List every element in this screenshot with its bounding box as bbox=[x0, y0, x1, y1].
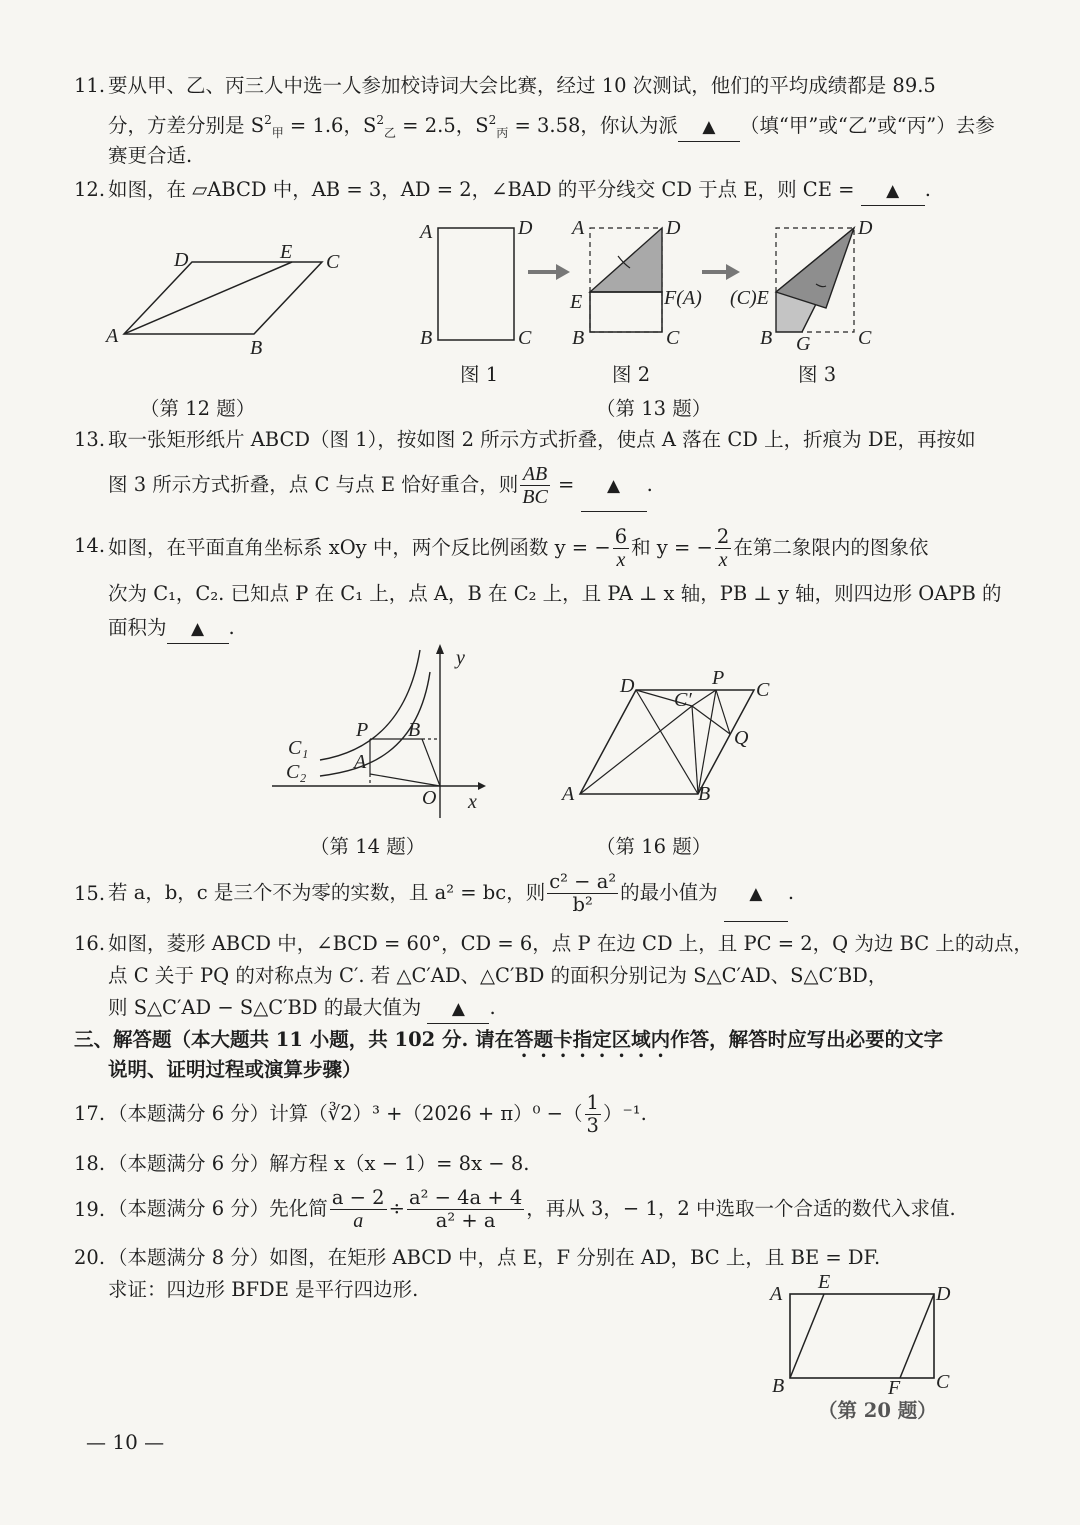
label-d: D bbox=[518, 217, 533, 239]
label-b: B bbox=[408, 719, 421, 741]
q12-answer-blank bbox=[861, 176, 925, 206]
q12-figure bbox=[100, 238, 360, 358]
label-b: B bbox=[572, 327, 585, 349]
blank-triangle-icon: ▲ bbox=[886, 181, 900, 201]
q19-number: 19. bbox=[74, 1198, 106, 1221]
q14-fraction-2 bbox=[715, 526, 731, 571]
q14-caption: （第 14 题） bbox=[310, 835, 426, 858]
y-axis-arrow-icon bbox=[436, 644, 444, 654]
label-a: A bbox=[562, 783, 575, 805]
fraction-denominator: a bbox=[353, 1210, 364, 1232]
label-e: E bbox=[818, 1271, 831, 1293]
q11-text: 分，方差分别是 S bbox=[108, 114, 265, 137]
q13-fig1-caption: 图 1 bbox=[460, 363, 499, 386]
label-q: Q bbox=[734, 727, 749, 749]
q20-caption: （第 20 题） bbox=[818, 1399, 937, 1422]
page-number: — 10 — bbox=[86, 1430, 165, 1454]
label-c: C bbox=[518, 327, 532, 349]
label-a: A bbox=[572, 217, 585, 239]
label-c1: C₁ bbox=[288, 737, 309, 759]
q16-line2: 点 C 关于 PQ 的对称点为 C′. 若 △C′AD、△C′BD 的面积分别记为 S△C′AD、S△C′BD， bbox=[108, 964, 888, 987]
label-g: G bbox=[796, 333, 811, 350]
section3-heading-line2: 说明、证明过程或演算步骤） bbox=[108, 1058, 362, 1081]
q13-figures bbox=[410, 210, 880, 350]
q11-sq: 2 bbox=[488, 113, 497, 127]
q14-text: 在第二象限内的图象依 bbox=[733, 536, 929, 559]
q15-number: 15. bbox=[74, 882, 106, 905]
segment-pq bbox=[716, 690, 730, 734]
parallelogram-abcd bbox=[124, 262, 322, 334]
label-c: C bbox=[326, 251, 340, 273]
q19-text: ，再从 3，− 1，2 中选取一个合适的数代入求值. bbox=[526, 1197, 956, 1220]
q15-answer-blank bbox=[724, 866, 788, 922]
q14-text: 面积为 bbox=[108, 616, 167, 639]
q13-text: 图 3 所示方式折叠，点 C 与点 E 恰好重合，则 bbox=[108, 473, 519, 496]
q19-line bbox=[108, 1182, 956, 1236]
q11-sub-jia: 甲 bbox=[271, 126, 284, 140]
fraction-denominator: 3 bbox=[586, 1114, 599, 1137]
segment-bo bbox=[422, 739, 440, 786]
label-c-prime: C′ bbox=[674, 689, 692, 711]
q15-text: 的最小值为 bbox=[620, 881, 718, 904]
fraction-numerator: a² − 4a + 4 bbox=[408, 1186, 523, 1209]
q13-answer-blank bbox=[581, 460, 647, 512]
q18-number: 18. bbox=[74, 1152, 106, 1175]
fig3-dark-triangle bbox=[776, 228, 854, 308]
fraction-denominator: BC bbox=[522, 486, 548, 508]
fraction-numerator: 6 bbox=[614, 525, 628, 548]
fraction-numerator: AB bbox=[520, 463, 550, 486]
blank-triangle-icon: ▲ bbox=[607, 476, 621, 496]
label-c: C bbox=[666, 327, 680, 349]
fig2-folded-triangle bbox=[590, 228, 662, 292]
q11-text: = 2.5，S bbox=[395, 114, 489, 137]
blank-triangle-icon: ▲ bbox=[749, 884, 763, 904]
label-a: A bbox=[106, 325, 119, 347]
section3-text: 三、解答题（本大题共 11 小题，共 102 分. 请在 bbox=[74, 1028, 515, 1051]
label-d: D bbox=[620, 675, 635, 697]
q11-sub-yi: 乙 bbox=[383, 126, 396, 140]
q13-line2: 图 3 所示方式折叠，点 C 与点 E 恰好重合，则 $\frac{AB}{BC}$ = ▲ . bbox=[108, 460, 653, 512]
q16-line3: 则 S△C′AD − S△C′BD 的最大值为 ▲ . bbox=[108, 994, 496, 1024]
divide-sign: ÷ bbox=[388, 1197, 405, 1220]
q14-fraction-1 bbox=[613, 526, 629, 571]
q18-line: （本题满分 6 分）解方程 x（x − 1）= 8x − 8. bbox=[108, 1152, 530, 1175]
q14-line3: 面积为 ▲ . bbox=[108, 614, 235, 644]
fraction-numerator: 2 bbox=[716, 525, 730, 548]
q14-text: 如图，在平面直角坐标系 xOy 中，两个反比例函数 y = − bbox=[108, 536, 611, 559]
q12-line: 如图，在 ▱ABCD 中，AB = 3，AD = 2，∠BAD 的平分线交 CD 于点 E，则 CE = ▲ . bbox=[108, 176, 931, 206]
section3-text: 作答，解答时应写出必要的文字 bbox=[670, 1028, 944, 1051]
q20-figure bbox=[766, 1270, 956, 1396]
label-d: D bbox=[936, 1283, 951, 1305]
blank-triangle-icon: ▲ bbox=[451, 999, 465, 1019]
q11-text: （填“甲”或“乙”或“丙”）去参 bbox=[739, 114, 995, 137]
label-d: D bbox=[666, 217, 681, 239]
q13-fig2-caption: 图 2 bbox=[612, 363, 651, 386]
q12-number: 12. bbox=[74, 178, 106, 201]
bisector-ae bbox=[124, 262, 292, 334]
label-b: B bbox=[772, 1375, 785, 1396]
q11-answer-blank bbox=[678, 112, 740, 142]
label-c: C bbox=[936, 1371, 950, 1393]
label-y: y bbox=[456, 647, 465, 669]
q11-line2 bbox=[108, 106, 995, 147]
q19-text: （本题满分 6 分）先化简 bbox=[108, 1197, 328, 1220]
fraction-numerator: a − 2 bbox=[331, 1186, 385, 1209]
label-d: D bbox=[858, 217, 873, 239]
q11-number: 11. bbox=[74, 74, 106, 97]
label-a: A bbox=[770, 1283, 783, 1305]
q15-line: 若 a，b，c 是三个不为零的实数，且 a² = bc，则 $\frac{\text{c² − a²}}{\text{b²}}$ 的最小值为 ▲ . bbox=[108, 866, 794, 922]
q17-line bbox=[108, 1090, 647, 1138]
q16-number: 16. bbox=[74, 932, 106, 955]
label-a: A bbox=[354, 751, 367, 773]
q19-fraction-1 bbox=[330, 1187, 387, 1232]
q11-text: = 1.6，S bbox=[283, 114, 377, 137]
fraction-denominator: x bbox=[718, 549, 728, 571]
label-a: A bbox=[420, 221, 433, 243]
label-x: x bbox=[468, 791, 477, 813]
label-o: O bbox=[422, 787, 437, 809]
q16-line1: 如图，菱形 ABCD 中，∠BCD = 60°，CD = 6，点 P 在边 CD 上，且 PC = 2，Q 为边 BC 上的动点， bbox=[108, 932, 1033, 955]
q13-caption: （第 13 题） bbox=[596, 397, 712, 420]
q14-text: 和 y = − bbox=[631, 536, 713, 559]
q20-line2: 求证：四边形 BFDE 是平行四边形. bbox=[108, 1278, 419, 1301]
label-b: B bbox=[760, 327, 773, 349]
q14-figure bbox=[268, 642, 498, 822]
q11-line1: 要从甲、乙、丙三人中选一人参加校诗词大会比赛，经过 10 次测试，他们的平均成绩都是 89.5 bbox=[108, 74, 936, 97]
label-b: B bbox=[250, 337, 263, 358]
q11-sq: 2 bbox=[376, 113, 384, 127]
label-c: C bbox=[756, 679, 770, 701]
label-p: P bbox=[356, 719, 369, 741]
segment-ac-prime bbox=[580, 706, 692, 794]
q12-caption: （第 12 题） bbox=[140, 397, 256, 420]
label-e: E bbox=[570, 291, 583, 313]
q17-number: 17. bbox=[74, 1102, 106, 1125]
q13-text: = bbox=[551, 473, 575, 496]
q16-text: 则 S△C′AD − S△C′BD 的最大值为 bbox=[108, 996, 422, 1019]
blank-triangle-icon: ▲ bbox=[190, 619, 205, 639]
q16-caption: （第 16 题） bbox=[596, 835, 712, 858]
q12-text: 如图，在 ▱ABCD 中，AB = 3，AD = 2，∠BAD 的平分线交 CD 于点 E，则 CE = bbox=[108, 178, 855, 201]
segment-be bbox=[790, 1294, 824, 1378]
q15-fraction bbox=[547, 871, 618, 916]
x-axis-arrow-icon bbox=[478, 782, 486, 790]
q20-number: 20. bbox=[74, 1246, 106, 1269]
q17-fraction bbox=[585, 1092, 601, 1137]
blank-triangle-icon: ▲ bbox=[702, 117, 716, 137]
fig1-rectangle bbox=[438, 228, 514, 340]
q13-fraction bbox=[520, 463, 550, 508]
label-p: P bbox=[712, 668, 725, 689]
label-ce: (C)E bbox=[730, 287, 769, 309]
q13-number: 13. bbox=[74, 428, 106, 451]
fraction-numerator: 1 bbox=[586, 1091, 599, 1114]
q14-line2: 次为 C₁，C₂. 已知点 P 在 C₁ 上，点 A，B 在 C₂ 上，且 PA ⊥ x 轴，PB ⊥ y 轴，则四边形 OAPB 的 bbox=[108, 582, 1002, 605]
arrow-head-icon bbox=[556, 264, 570, 280]
rectangle-abcd bbox=[790, 1294, 934, 1378]
q14-line1 bbox=[108, 524, 928, 572]
q14-answer-blank bbox=[167, 614, 229, 644]
q11-line3: 赛更合适. bbox=[108, 144, 193, 167]
fraction-numerator: c² − a² bbox=[549, 870, 617, 893]
fraction-denominator: a² + a bbox=[435, 1209, 496, 1232]
label-e: E bbox=[280, 241, 293, 263]
q13-fig3-caption: 图 3 bbox=[798, 363, 837, 386]
q11-sq: 2 bbox=[264, 113, 272, 127]
q16-figure bbox=[558, 668, 798, 808]
arrow-head-icon bbox=[726, 264, 740, 280]
q14-number: 14. bbox=[74, 534, 106, 557]
label-fa: F(A) bbox=[664, 287, 702, 309]
label-c: C bbox=[858, 327, 872, 349]
fraction-denominator: b² bbox=[572, 893, 593, 916]
label-f: F bbox=[888, 1377, 901, 1396]
segment-c-prime-b bbox=[692, 706, 698, 794]
fraction-denominator: x bbox=[616, 549, 626, 571]
q17-text: （本题满分 6 分）计算（∛2）³ +（2026 + π）⁰ −（ bbox=[108, 1102, 583, 1125]
q11-text: = 3.58，你认为派 bbox=[508, 114, 678, 137]
segment-df bbox=[900, 1294, 934, 1378]
q17-text: ）⁻¹. bbox=[602, 1102, 647, 1125]
segment-pc-prime bbox=[692, 690, 716, 706]
section3-emphasis: 答题卡指定区域内 bbox=[514, 1028, 671, 1051]
q16-answer-blank bbox=[427, 994, 489, 1024]
q13-line1: 取一张矩形纸片 ABCD（图 1），按如图 2 所示方式折叠，使点 A 落在 CD 上，折痕为 DE，再按如 bbox=[108, 428, 976, 451]
q19-fraction-2 bbox=[407, 1187, 524, 1232]
fig2-rectangle bbox=[590, 292, 662, 332]
label-d: D bbox=[174, 249, 189, 271]
label-c2: C₂ bbox=[286, 761, 307, 783]
label-b: B bbox=[698, 783, 711, 805]
q11-sub-bing: 丙 bbox=[496, 126, 509, 140]
segment-ao bbox=[370, 774, 440, 786]
q15-text: 若 a，b，c 是三个不为零的实数，且 a² = bc，则 bbox=[108, 881, 546, 904]
q20-line1: （本题满分 8 分）如图，在矩形 ABCD 中，点 E，F 分别在 AD，BC 上，且 BE = DF. bbox=[108, 1246, 881, 1269]
label-b: B bbox=[420, 327, 433, 349]
